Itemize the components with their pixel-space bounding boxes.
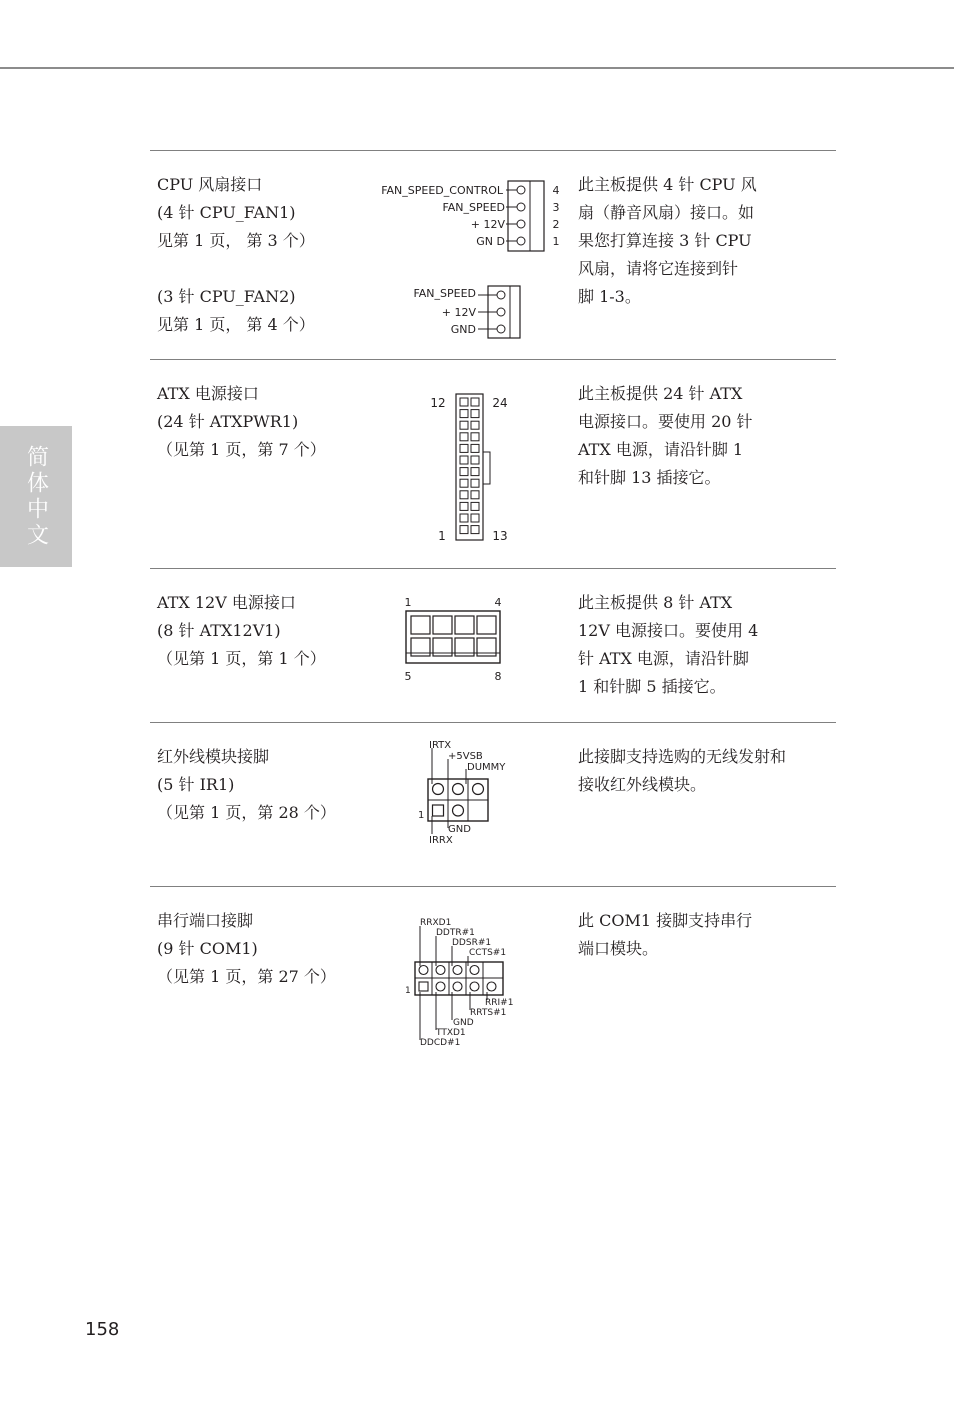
ir-pin-dummy: DUMMY [467,762,506,773]
fan4-pin-label: FAN_SPEED [442,201,505,214]
com-ref: （见第 1 页，第 27 个） [157,967,336,986]
cpu-fan-title: CPU 风扇接口 [157,175,263,194]
header-rule [0,67,954,69]
fan3-pins [478,291,505,333]
ir-label [157,743,336,827]
atx24-pins [460,398,479,534]
atx24-pin [471,421,479,429]
atx24-pin [460,502,468,510]
atx24-pin [460,410,468,418]
ir-pin-irtx: IRTX [429,740,452,751]
language-tab [0,426,72,567]
atx24-pin [460,444,468,452]
ir-diagram [410,736,530,848]
cpu-fan-label [157,171,315,339]
atx24-pin [471,514,479,522]
atx12v-pins [411,616,496,656]
atx24-pin-12: 12 [430,396,446,410]
com-pin-label: RRXD1 [420,918,452,928]
com-pin-label: DDCD#1 [420,1038,461,1048]
com-pin-label: DDSR#1 [452,938,492,948]
atx24-pin [460,456,468,464]
page-number: 158 [85,1319,120,1340]
atx-power-label [157,380,326,464]
atx-power-description: 此主板提供 24 针 ATX 电源接口。要使用 20 针 ATX 电源，请沿针脚 1 和针脚 13 插接它。 [578,384,753,487]
ir-pin-5vsb: +5VSB [448,751,483,762]
fan4-pin-number: 3 [552,201,560,214]
atx24-pin [471,468,479,476]
ir-pins: (5 针 IR1) [157,775,235,794]
atx12v-pin-8: 8 [494,670,502,683]
atx12v-title: ATX 12V 电源接口 [157,593,296,612]
atx24-pin [471,398,479,406]
atx12v-pin-5: 5 [404,670,412,683]
ir-title: 红外线模块接脚 [157,747,270,766]
section-rule [150,150,836,151]
com-description: 此 COM1 接脚支持串行 端口模块。 [578,911,753,958]
section-rule [150,568,836,569]
atx24-pin [460,433,468,441]
ir-description: 此接脚支持选购的无线发射和 接收红外线模块。 [578,747,787,794]
atx12v-ref: （见第 1 页，第 1 个） [157,649,326,668]
atx24-pin-1: 1 [438,529,446,543]
atx24-pin-13: 13 [492,529,508,543]
com-pin-label: GND [453,1018,474,1028]
atx24-pin [460,421,468,429]
fan4-header-key [530,181,544,251]
atx-power-diagram [420,390,530,550]
ir-pin-1: 1 [418,810,425,821]
atx24-pin [471,433,479,441]
cpu-fan2-ref: 见第 1 页， 第 4 个） [157,315,315,334]
atx12v-label [157,589,326,673]
fan4-pin-number: 4 [552,184,560,197]
cpu-fan1-pins: (4 针 CPU_FAN1) [157,203,296,222]
cpu-fan-diagram [360,175,570,345]
atx24-pin [471,444,479,452]
atx24-latch [483,452,490,484]
atx12v-description: 此主板提供 8 针 ATX 12V 电源接口。要使用 4 针 ATX 电源，请沿针脚 1 和针脚 5 插接它。 [578,593,759,696]
atx24-pin [471,479,479,487]
com-pins: (9 针 COM1) [157,939,258,958]
atx24-pin [471,410,479,418]
atx-power-title: ATX 电源接口 [157,384,259,403]
fan4-pin-number: 2 [552,218,560,231]
atx24-pin [460,398,468,406]
com-pin-label: RRI#1 [485,998,514,1008]
atx24-pin-24: 24 [492,396,508,410]
atx-power-ref: （见第 1 页，第 7 个） [157,440,326,459]
atx24-pin [471,456,479,464]
fan4-pin-label: FAN_SPEED_CONTROL [381,184,503,197]
atx24-pin [471,491,479,499]
atx12v-pin-4: 4 [494,596,502,609]
atx12v-pin-1: 1 [404,596,412,609]
fan3-pin-label: + 12V [441,306,476,319]
com-title: 串行端口接脚 [157,911,254,930]
atx12v-diagram [398,592,518,684]
fan4-pin-number: 1 [552,235,560,248]
atx12v-header-rail [406,653,500,663]
cpu-fan2-pins: (3 针 CPU_FAN2) [157,287,296,306]
com-pin-label: DDTR#1 [436,928,475,938]
section-rule [150,722,836,723]
ir-ref: （见第 1 页，第 28 个） [157,803,336,822]
atx24-pin [460,514,468,522]
com-label [157,907,336,991]
section-rule [150,359,836,360]
fan3-pin-label: FAN_SPEED [413,287,476,300]
com-pin-label: RRTS#1 [470,1008,507,1018]
atx24-pin [471,502,479,510]
cpu-fan-description: 此主板提供 4 针 CPU 风 扇（静音风扇）接口。如 果您打算连接 3 针 CPU 风扇，请将它连接到针 脚 1-3。 [578,175,757,306]
section-rule [150,886,836,887]
com-pin-1: 1 [405,986,411,996]
atx12v-header-outer [406,611,500,663]
atx-power-pins: (24 针 ATXPWR1) [157,412,299,431]
com-pin-label: CCTS#1 [469,948,507,958]
ir-pin-irrx: IRRX [429,835,453,846]
atx24-pin [460,468,468,476]
ir-pin-gnd: GND [448,824,471,835]
atx24-pin [460,526,468,534]
atx24-pin [460,479,468,487]
fan4-pin-label: + 12V [470,218,505,231]
cpu-fan1-ref: 见第 1 页， 第 3 个） [157,231,315,250]
language-tab-label: 简体中文 [23,444,49,549]
fan3-header-key [510,286,520,338]
atx12v-pins: (8 针 ATX12V1) [157,621,281,640]
atx24-pin [471,526,479,534]
fan4-pins [506,186,525,245]
fan3-pin-label: GND [450,323,476,336]
atx24-pin [460,491,468,499]
fan4-pin-label: GN D [476,235,505,248]
com-pin-label: TTXD1 [436,1028,466,1038]
com-diagram [400,912,530,1052]
